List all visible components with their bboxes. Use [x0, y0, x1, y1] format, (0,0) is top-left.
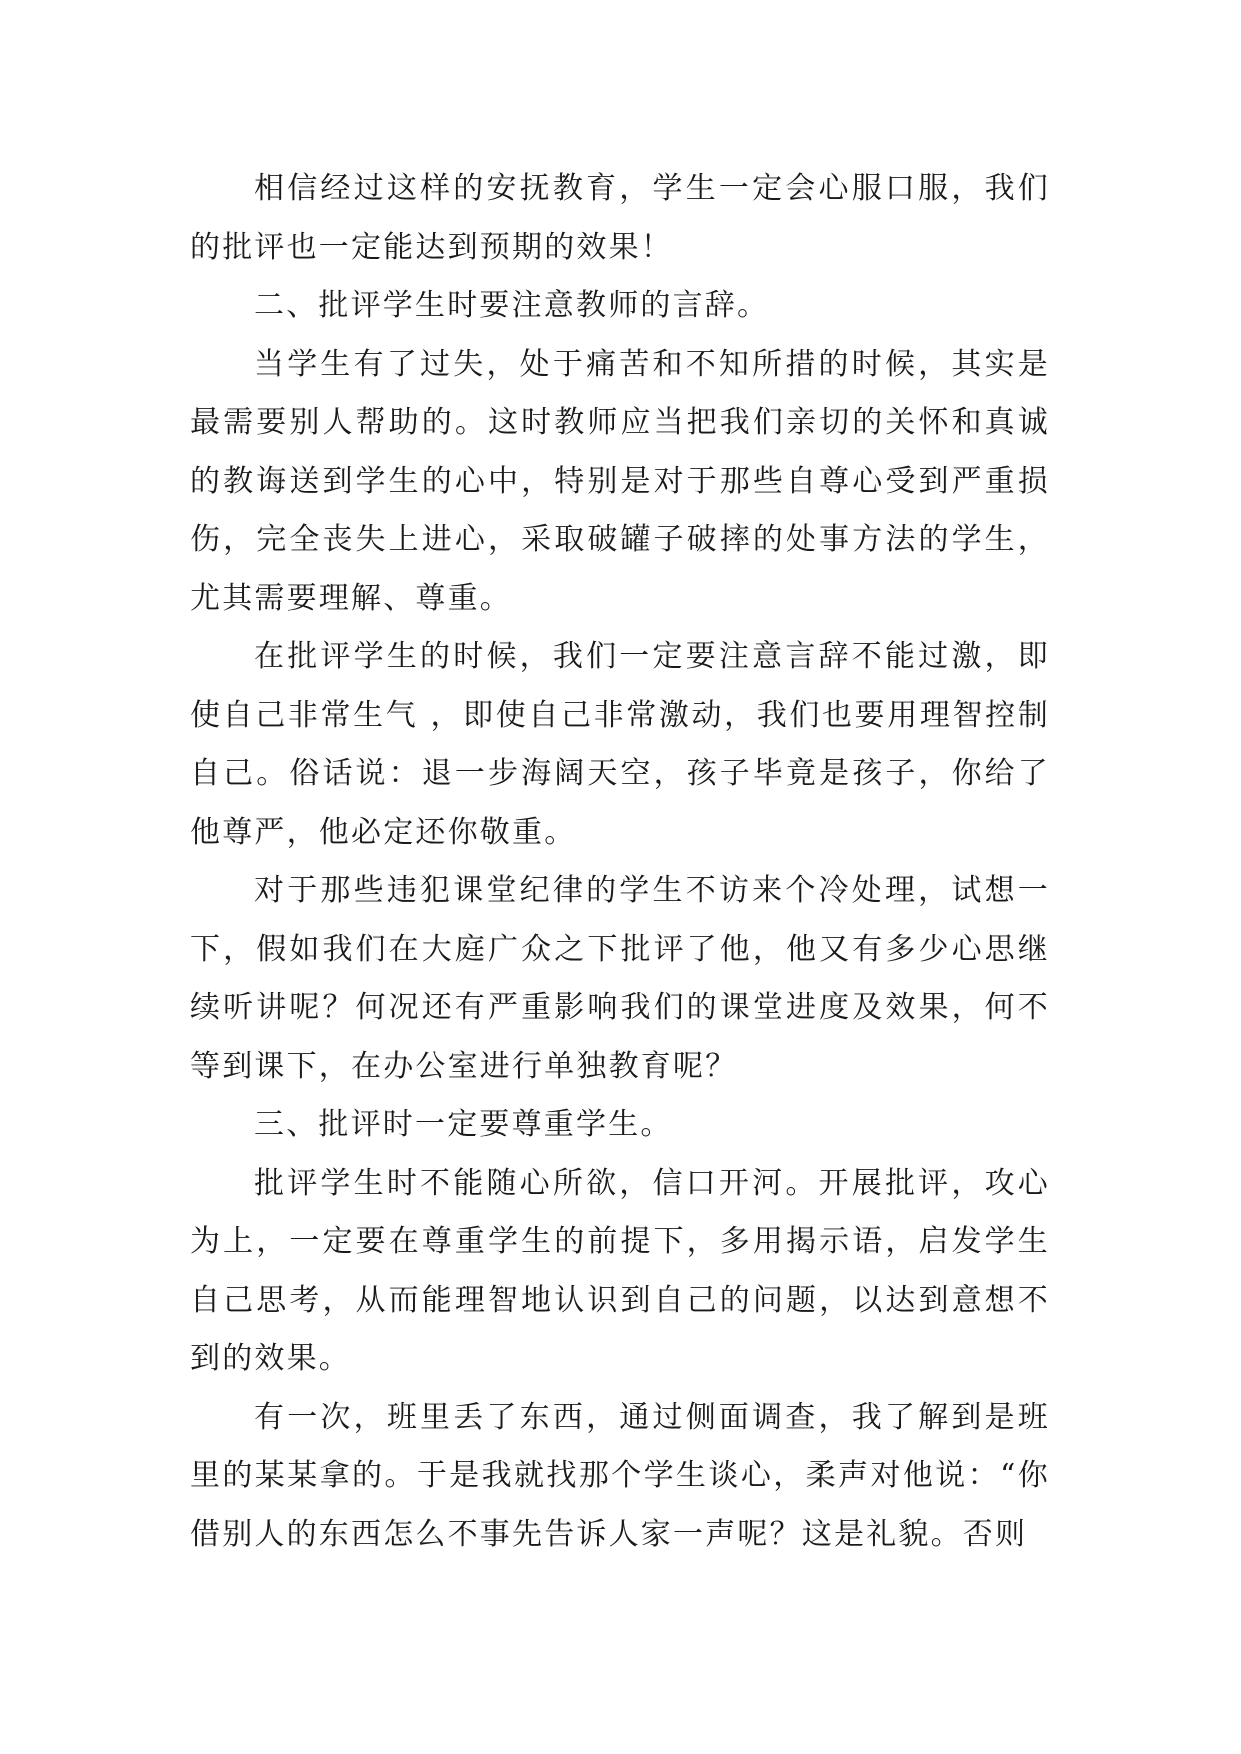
paragraph-wording-control: 在批评学生的时候，我们一定要注意言辞不能过激，即使自己非常生气 ，即使自己非常激动，我们也要用理智控制自己。俗话说：退一步海阔天空，孩子毕竟是孩子，你给了他尊严，他必定还你敬重。	[190, 639, 1050, 850]
paragraph-reassurance-conclusion: 相信经过这样的安抚教育，学生一定会心服口服，我们的批评也一定能达到预期的效果！	[190, 171, 1050, 265]
paragraph-respect-students: 批评学生时不能随心所欲，信口开河。开展批评，攻心为上，一定要在尊重学生的前提下，多用揭示语，启发学生自己思考，从而能理智地认识到自己的问题，以达到意想不到的效果。	[190, 1165, 1050, 1376]
section-heading-2: 二、批评学生时要注意教师的言辞。	[254, 288, 770, 323]
document-body	[190, 160, 1050, 1564]
section-heading-3: 三、批评时一定要尊重学生。	[254, 1107, 673, 1142]
paragraph-cold-handling: 对于那些违犯课堂纪律的学生不访来个冷处理，试想一下，假如我们在大庭广众之下批评了他，他又有多少心思继续听讲呢？何况还有严重影响我们的课堂进度及效果，何不等到课下，在办公室进行单独教育呢？	[190, 873, 1050, 1084]
paragraph-student-mistakes: 当学生有了过失，处于痛苦和不知所措的时候，其实是最需要别人帮助的。这时教师应当把我们亲切的关怀和真诚的教诲送到学生的心中，特别是对于那些自尊心受到严重损伤，完全丧失上进心，采取破罐子破摔的处事方法的学生，尤其需要理解、尊重。	[190, 346, 1050, 616]
paragraph-example-story: 有一次，班里丢了东西，通过侧面调查，我了解到是班里的某某拿的。于是我就找那个学生谈心，柔声对他说：“你借别人的东西怎么不事先告诉人家一声呢？这是礼貌。否则	[190, 1399, 1050, 1552]
